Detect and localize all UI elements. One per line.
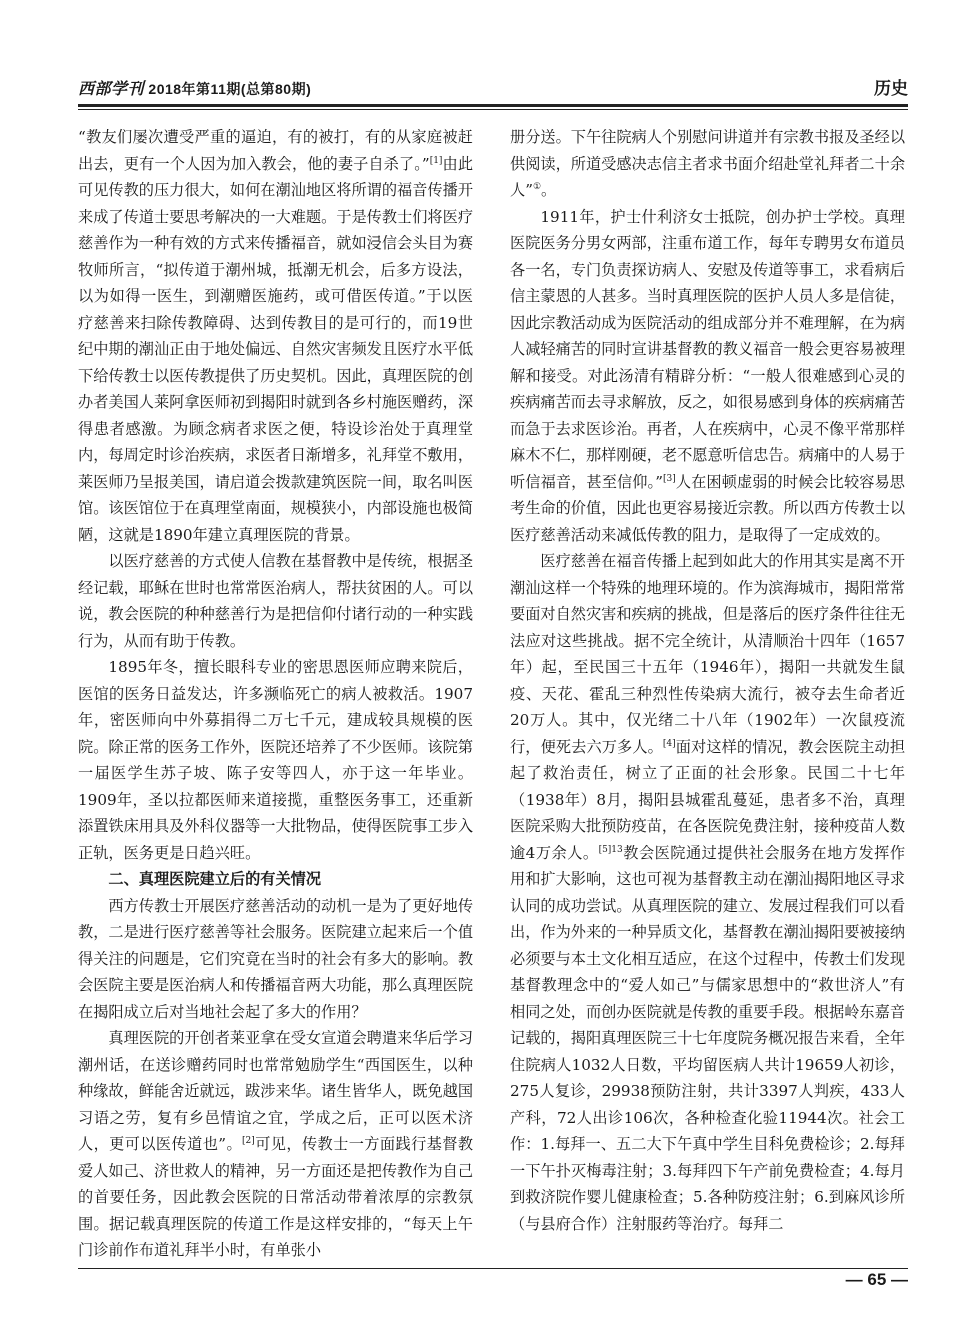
paragraph-text: 面对这样的情况，教会医院主动担起了救治责任，树立了正面的社会形象。民国二十七年（1938年）8月，揭阳县城霍乱蔓延，患者多不治，真理医院采购大批预防疫苗，在各医院免费注射，接种疫苗人数逾4万余人。 bbox=[510, 737, 906, 862]
page-number: — 65 — bbox=[845, 1270, 908, 1289]
paragraph-text: 由此可见传教的压力很大，如何在潮汕地区将所谓的福音传播开来成了传道士要思考解决的一大难题。于是传教士们将医疗慈善作为一种有效的方式来传播福音，就如浸信会头目为赛牧师所言，“拟传道于潮州城，抵潮无机会，后多方设法，以为如得一医生，到潮赠医施药，或可借医传道。”于以医疗慈善来扫除传教障碍、达到传教目的是可行的，而19世纪中期的潮汕正由于地处偏远、自然灾害频发且医疗水平低下给传教士以医传教提供了历史契机。因此，真理医院的创办者美国人莱阿拿医师初到揭阳时就到各乡村施医赠药，深得患者感激。为顾念病者求医之便，特设诊治处于真理堂内，每周定时诊治疾病，求医者日渐增多，礼拜堂不敷用，莱医师乃呈报美国，请启道会拨款建筑医院一间，取名叫医馆。该医馆位于在真理堂南面，规模狭小，内部设施也极简陋，这就是1890年建立真理医院的背景。 bbox=[78, 154, 474, 544]
header-rule-thick bbox=[78, 104, 908, 107]
paragraph-text: 医疗慈善在福音传播上起到如此大的作用其实是离不开潮汕这样一个特殊的地理环境的。作为滨海城市，揭阳常常要面对自然灾害和疾病的挑战，但是落后的医疗条件往往无法应对这些挑战。据不完全统计，从清顺治十四年（1657年）起，至民国三十五年（1946年），揭阳一共就发生鼠疫、天花、霍乱三种烈性传染病大流行，被夺去生命者近20万人。其中，仅光绪二十八年（1902年）一次鼠疫流行，便死去六万多人。 bbox=[510, 552, 905, 756]
paragraph-text: 真理医院的开创者莱亚拿在受女宣道会聘遣来华后学习潮州话，在送诊赠药同时也常常勉励学生“西国医生，以种种缘故，鲜能舍近就远，跋涉来华。诸生皆华人，既免越国习语之劳，复有乡邑情谊之宜，学成之后，正可以医术济人，更可以医传道也”。 bbox=[78, 1029, 473, 1153]
journal-name: 西部学刊 bbox=[78, 79, 145, 98]
paragraph bbox=[510, 548, 905, 1237]
paragraph bbox=[78, 124, 473, 548]
paragraph bbox=[78, 548, 473, 654]
paragraph bbox=[78, 893, 473, 1026]
left-column bbox=[78, 124, 473, 1264]
paragraph-text: “教友们屡次遭受严重的逼迫，有的被打，有的从家庭被赶出去，更有一个人因为加入教会，他的妻子自杀了。” bbox=[78, 128, 473, 173]
footer-rule bbox=[78, 1268, 908, 1269]
paragraph bbox=[78, 1025, 473, 1264]
paragraph-text: 教会医院通过提供社会服务在地方发挥作用和扩大影响，这也可视为基督教主动在潮汕揭阳地区寻求认同的成功尝试。从真理医院的建立、发展过程我们可以看出，作为外来的一种异质文化，基督教在潮汕揭阳要被接纳必须要与本土文化相互适应，在这个过程中，传教士们发现基督教理念中的“爱人如己”与儒家思想中的“救世济人”有相同之处，而创办医院就是传教的重要手段。根据岭东嘉音记载的，揭阳真理医院三十七年度院务概况报告来看，全年住院病人1032人日数，平均留医病人共计19659人初诊，275人复诊，29938预防注射，共计3397人判疾，433人产科，72人出诊106次，各种检查化验11944次。社会工作：1.每拜一、五二大下午真中学生目科免费检诊；2.每拜一下午扑灭梅毒注射；3.每拜四下午产前免费检查；4.每月到救济院作婴儿健康检查；5.各种防疫注射；6.到麻风诊所（与县府合作）注射服药等治疗。每拜二 bbox=[510, 843, 905, 1233]
citation-ref: [4] bbox=[662, 738, 676, 749]
paragraph-text: 。 bbox=[541, 181, 557, 199]
paragraph-text: 西方传教士开展医疗慈善活动的动机一是为了更好地传教，二是进行医疗慈善等社会服务。医院建立起来后一个值得关注的问题是，它们究竟在当时的社会有多大的影响。教会医院主要是医治病人和传播福音两大功能，那么真理医院在揭阳成立后对当地社会起了多大的作用？ bbox=[78, 896, 473, 1021]
paragraph-text: 1911年，护士什利济女士抵院，创办护士学校。真理医院医务分男女两部，注重布道工作，每年专聘男女布道员各一名，专门负责探访病人、安慰及传道等事工，求看病后信主蒙恩的人甚多。当时真理医院的医护人员人多是信徒，因此宗教活动成为医院活动的组成部分并不难理解，在为病人减轻痛苦的同时宣讲基督教的教义福音一般会更容易被理解和接受。对此汤清有精辟分析：“一般人很难感到心灵的疾病痛苦而去寻求解放，反之，如很易感到身体的疾病痛苦而急于去求医诊治。再者，人在疾病中，心灵不像平常那样麻木不仁，那样刚硬，老不愿意听信忠告。病痛中的人易于听信福音，甚至信仰。” bbox=[510, 207, 905, 491]
right-column bbox=[510, 124, 905, 1237]
paragraph-text: 册分送。下午往院病人个别慰问讲道并有宗教书报及圣经以供阅读，所道受感决志信主者求书面介绍赴堂礼拜者二十余人” bbox=[510, 128, 905, 199]
paragraph-text: 1895年冬，擅长眼科专业的密思恩医师应聘来院后，医馆的医务日益发达，许多濒临死亡的病人被救活。1907年，密医师向中外募捐得二万七千元，建成较具规模的医院。除正常的医务工作外，医院还培养了不少医师。该院第一届医学生苏子坡、陈子安等四人，亦于这一年毕业。1909年，圣以拉都医师来道接揽，重整医务事工，还重新添置铁床用具及外科仪器等一大批物品，使得医院事工步入正轨，医务更是日趋兴旺。 bbox=[78, 658, 473, 862]
citation-ref: [2] bbox=[242, 1135, 255, 1146]
citation-ref: [3] bbox=[663, 473, 676, 484]
citation-ref: [5]13 bbox=[598, 844, 623, 855]
issue-info: 2018年第11期(总第80期) bbox=[148, 81, 312, 97]
paragraph-text: 可见，传教士一方面践行基督教爱人如己、济世救人的精神，另一方面还是把传教作为自己的首要任务，因此教会医院的日常活动带着浓厚的宗教氛围。据记载真理医院的传道工作是这样安排的，“每天上午门诊前作布道礼拜半小时，有单张小 bbox=[78, 1135, 474, 1259]
journal-info bbox=[78, 76, 311, 99]
section-heading: 二、真理医院建立后的有关情况 bbox=[108, 870, 322, 888]
paragraph bbox=[78, 654, 473, 866]
citation-ref: ① bbox=[532, 181, 542, 192]
paragraph bbox=[510, 124, 905, 204]
citation-ref: [1] bbox=[429, 155, 443, 166]
page-header bbox=[78, 76, 908, 98]
section-title: 历史 bbox=[874, 79, 908, 99]
paragraph bbox=[510, 204, 905, 549]
header-rule-thin bbox=[78, 109, 908, 110]
paragraph-text: 人在困顿虚弱的时候会比较容易思考生命的价值，因此也更容易接近宗教。所以西方传教士以医疗慈善活动来减低传教的阻力，是取得了一定成效的。 bbox=[510, 472, 905, 544]
paragraph-text: 以医疗慈善的方式使人信教在基督教中是传统，根据圣经记载，耶稣在世时也常常医治病人，帮扶贫困的人。可以说，教会医院的种种慈善行为是把信仰付诸行动的一种实践行为，从而有助于传教。 bbox=[78, 552, 473, 650]
